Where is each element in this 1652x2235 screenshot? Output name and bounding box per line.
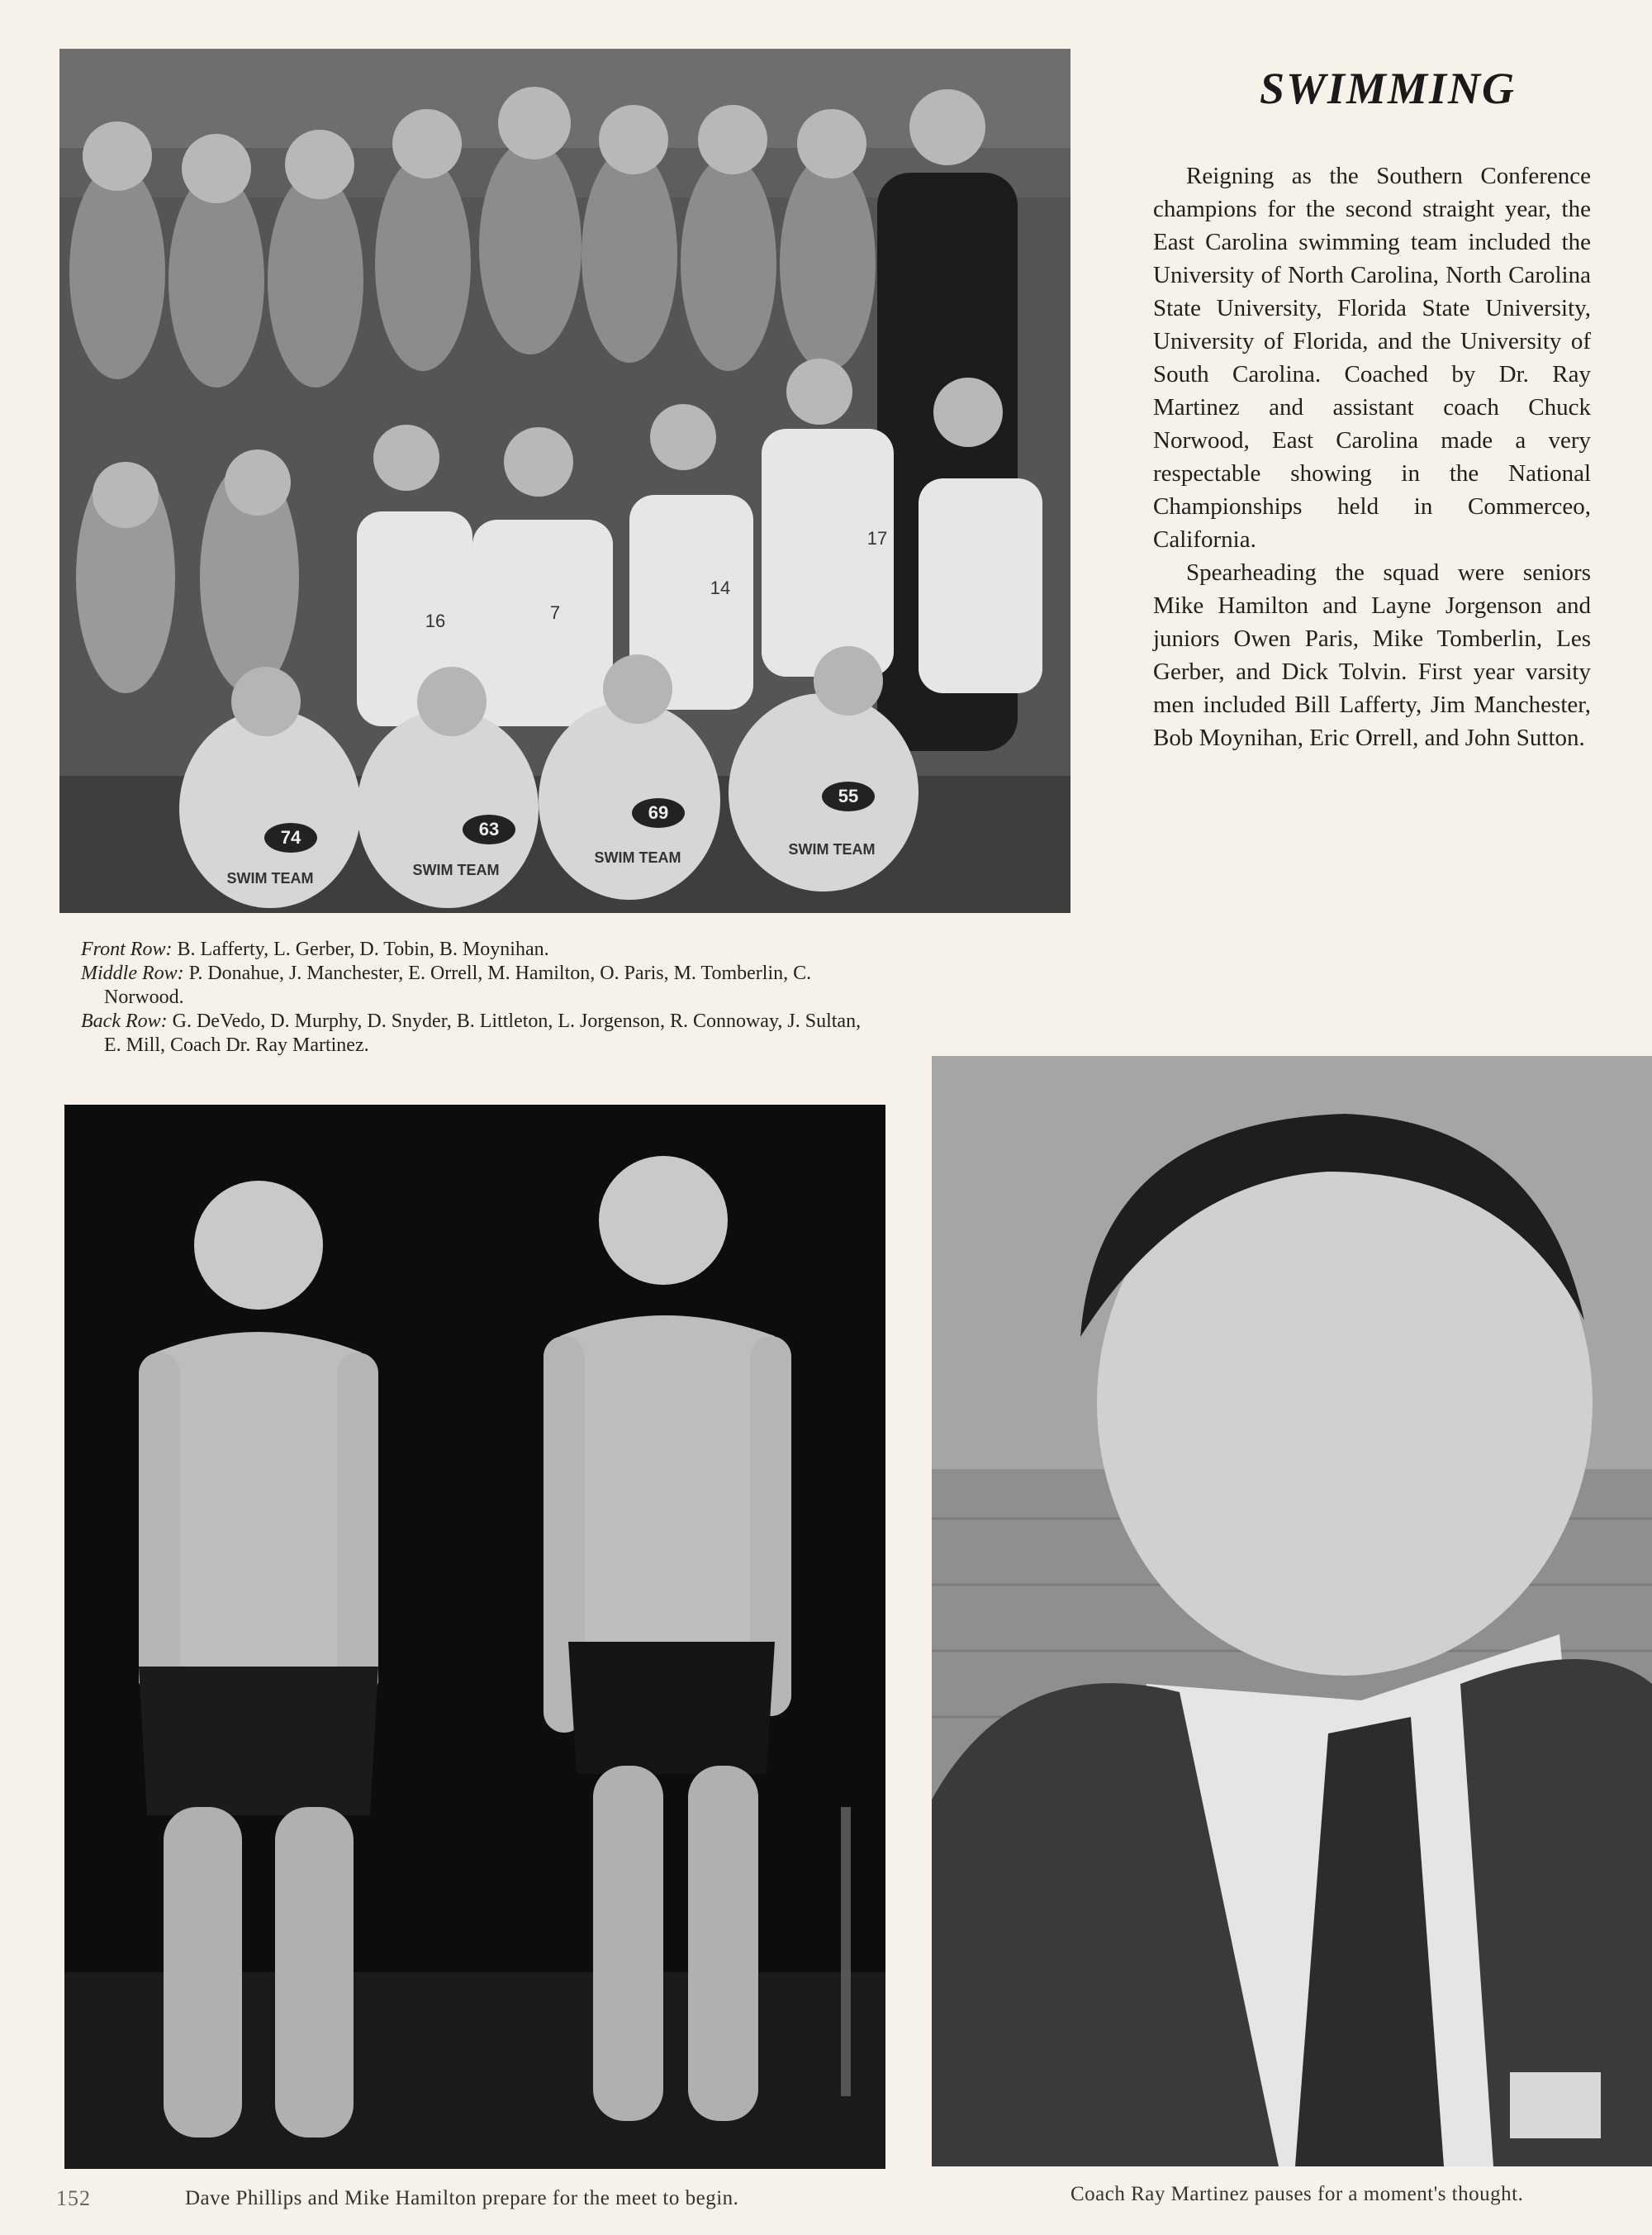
shirt-text: SWIM TEAM: [788, 841, 876, 858]
shirt-number: 69: [648, 802, 669, 823]
coach-photo-graphic: [932, 1056, 1652, 2166]
jacket-number: 14: [710, 578, 731, 598]
coach-photo-caption: Coach Ray Martinez pauses for a moment's thought.: [1070, 2183, 1524, 2205]
team-photo: [59, 49, 1070, 913]
shirt-number: 74: [280, 827, 301, 848]
shirt-number: 55: [838, 786, 859, 806]
swimmers-photo-graphic: [64, 1105, 885, 2169]
article-paragraph: Reigning as the Southern Conference champions for the second straight year, the East Carolina swimming team included the University of North Carolina, North Carolina State University, Florida State University, University of Florida, and the University of South Carolina. Coached by Dr. Ray Martinez and assistant coach Chuck Norwood, East Carolina made a very respectable showing in the National Championships held in Commerceo, California.: [1153, 163, 1591, 553]
article-body: [1153, 159, 1591, 754]
middle-row-caption: [81, 962, 1043, 1010]
jacket-number: 7: [549, 602, 561, 623]
swimmers-photo-caption: Dave Phillips and Mike Hamilton prepare for the meet to begin.: [185, 2187, 739, 2209]
middle-row-names: P. Donahue, J. Manchester, E. Orrell, M. Hamilton, O. Paris, M. Tomberlin, C.: [188, 963, 812, 984]
coach-photo: [932, 1056, 1652, 2166]
back-row-names: G. DeVedo, D. Murphy, D. Snyder, B. Littleton, L. Jorgenson, R. Connoway, J. Sultan,: [172, 1011, 862, 1032]
front-row-caption: [81, 938, 1043, 962]
page-title: SWIMMING: [1259, 64, 1517, 114]
front-row-names: B. Lafferty, L. Gerber, D. Tobin, B. Moynihan.: [177, 939, 549, 960]
page-number: 152: [56, 2186, 91, 2210]
shirt-number: 63: [478, 819, 500, 839]
shirt-text: SWIM TEAM: [412, 862, 500, 878]
shirt-text: SWIM TEAM: [594, 849, 681, 866]
shirt-text: SWIM TEAM: [226, 870, 314, 887]
middle-row-label: Middle Row:: [81, 963, 184, 984]
front-row-label: Front Row:: [81, 939, 173, 960]
team-photo-caption: [81, 938, 1043, 1058]
article-paragraph: Spearheading the squad were seniors Mike Hamilton and Layne Jorgenson and juniors Owen Paris, Mike Tomberlin, Les Gerber, and Dick Tolvin. First year varsity men included Bill Lafferty, Jim Manchester, Bob Moynihan, Eric Orrell, and John Sutton.: [1153, 559, 1591, 751]
back-row-label: Back Row:: [81, 1011, 168, 1032]
team-photo-graphic: [59, 49, 1070, 913]
swimmers-photo: [64, 1105, 885, 2169]
back-row-names-cont: E. Mill, Coach Dr. Ray Martinez.: [104, 1034, 369, 1056]
jacket-number: 16: [425, 611, 446, 631]
back-row-caption: [81, 1010, 1043, 1058]
middle-row-names-cont: Norwood.: [104, 987, 184, 1008]
jacket-number: 17: [866, 528, 888, 549]
